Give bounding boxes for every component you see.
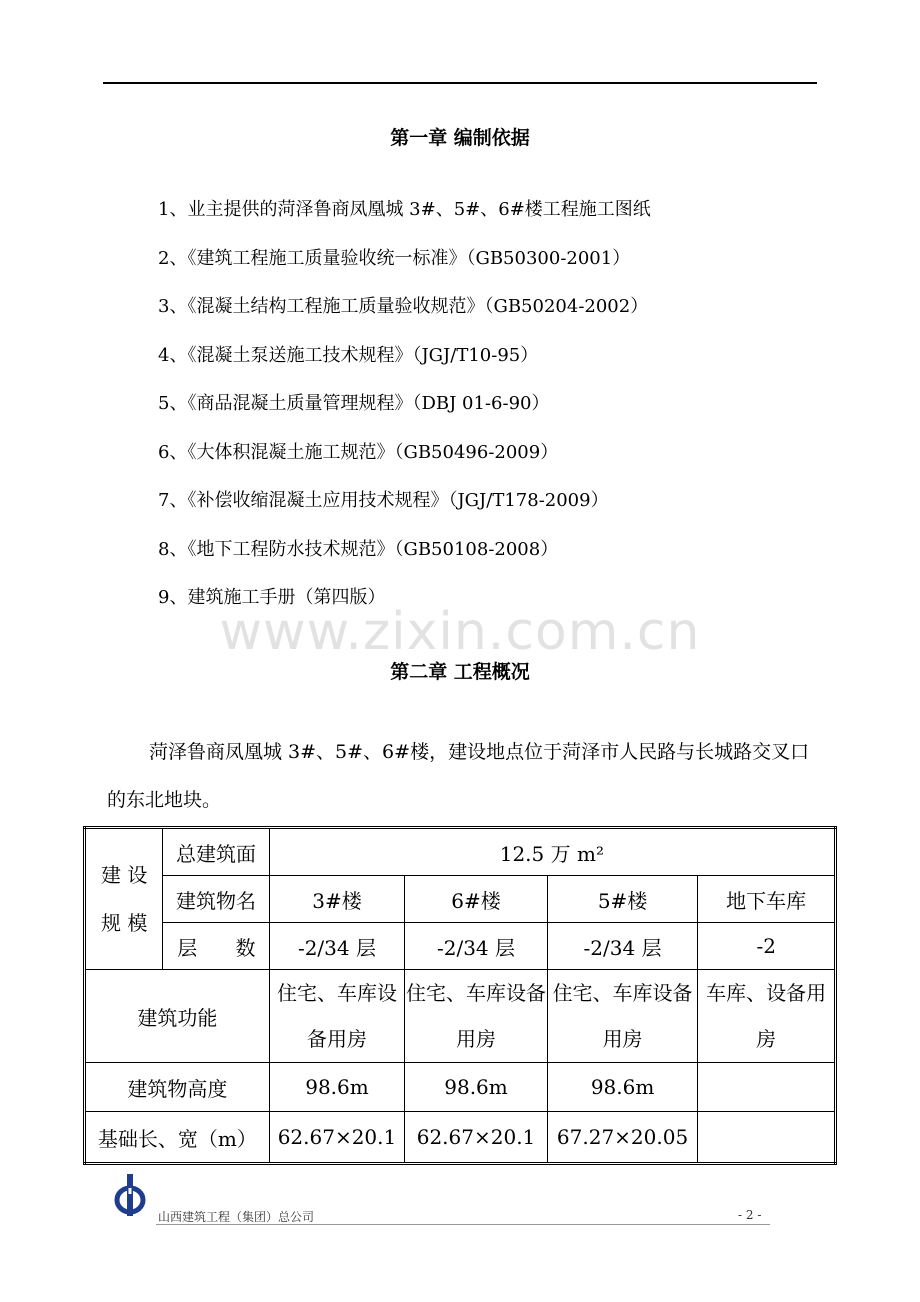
- basis-item: 9、建筑施工手册（第四版）: [158, 587, 386, 608]
- basis-item: 4、《混凝土泵送施工技术规程》（JGJ/T10-95）: [158, 344, 539, 366]
- basis-item: 3、《混凝土结构工程施工质量验收规范》（GB50204-2002）: [158, 296, 649, 317]
- floors-cell: -2/34 层: [269, 923, 405, 970]
- floors-label: 层 数: [163, 923, 269, 970]
- height-label: 建筑物高度: [85, 1063, 270, 1112]
- scale-label-cell: [85, 828, 163, 970]
- function-cell: 住宅、车库设备用房: [269, 970, 405, 1063]
- function-cell: 住宅、车库设备用房: [405, 970, 548, 1063]
- table-row: [85, 876, 836, 923]
- foundation-cell: 67.27×20.05: [547, 1112, 698, 1164]
- building-name-label: 建筑物名: [163, 876, 269, 923]
- foundation-cell: 62.67×20.1: [405, 1112, 548, 1164]
- company-logo-icon: [108, 1170, 152, 1218]
- building-name-cell: 地下车库: [698, 876, 836, 923]
- watermark: www.zixin.com.cn: [219, 602, 701, 662]
- scale-label-line: 建 设: [100, 863, 148, 887]
- basis-item: 8、《地下工程防水技术规范》（GB50108-2008）: [158, 538, 559, 560]
- table-row: [85, 1112, 836, 1164]
- header-rule: [103, 82, 817, 84]
- project-scale-table: [83, 826, 837, 1165]
- function-cell: 车库、设备用房: [698, 970, 836, 1063]
- basis-item: 5、《商品混凝土质量管理规程》（DBJ 01-6-90）: [158, 393, 550, 414]
- floors-cell: -2/34 层: [547, 923, 698, 970]
- basis-item: 7、《补偿收缩混凝土应用技术规程》（JGJ/T178-2009）: [158, 490, 609, 511]
- table-row: [85, 923, 836, 970]
- foundation-label: 基础长、宽（m）: [85, 1112, 270, 1164]
- foundation-cell: 62.67×20.1: [269, 1112, 405, 1164]
- basis-item: 2、《建筑工程施工质量验收统一标准》（GB50300-2001）: [158, 247, 631, 269]
- basis-item: 1、业主提供的菏泽鲁商凤凰城 3#、5#、6#楼工程施工图纸: [158, 199, 651, 220]
- chapter-2-title: 第二章 工程概况: [390, 661, 530, 683]
- basis-list: [158, 196, 651, 633]
- function-cell: 住宅、车库设备用房: [547, 970, 698, 1063]
- function-label: 建筑功能: [85, 970, 270, 1063]
- building-name-cell: 3#楼: [269, 876, 405, 923]
- overview-paragraph: 菏泽鲁商凤凰城 3#、5#、6#楼，建设地点位于菏泽市人民路与长城路交叉口的东北地块。: [107, 741, 810, 811]
- page-number: - 2 -: [738, 1208, 762, 1222]
- floors-cell: -2/34 层: [405, 923, 548, 970]
- table-row: [85, 1063, 836, 1112]
- building-name-cell: 5#楼: [547, 876, 698, 923]
- table-row: [85, 828, 836, 876]
- table-row: [85, 970, 836, 1063]
- height-cell: 98.6m: [547, 1063, 698, 1112]
- floors-cell: -2: [698, 923, 836, 970]
- chapter-1-title: 第一章 编制依据: [390, 127, 530, 149]
- scale-label-line: 规 模: [100, 911, 148, 935]
- foundation-cell: [698, 1112, 836, 1164]
- basis-item: 6、《大体积混凝土施工规范》（GB50496-2009）: [158, 441, 559, 463]
- building-name-cell: 6#楼: [405, 876, 548, 923]
- footer-company: 山西建筑工程（集团）总公司: [158, 1210, 315, 1224]
- height-cell: [698, 1063, 836, 1112]
- footer-rule: [156, 1224, 770, 1225]
- total-area-value: 12.5 万 m²: [269, 828, 835, 876]
- height-cell: 98.6m: [405, 1063, 548, 1112]
- total-area-label: 总建筑面: [163, 828, 269, 876]
- height-cell: 98.6m: [269, 1063, 405, 1112]
